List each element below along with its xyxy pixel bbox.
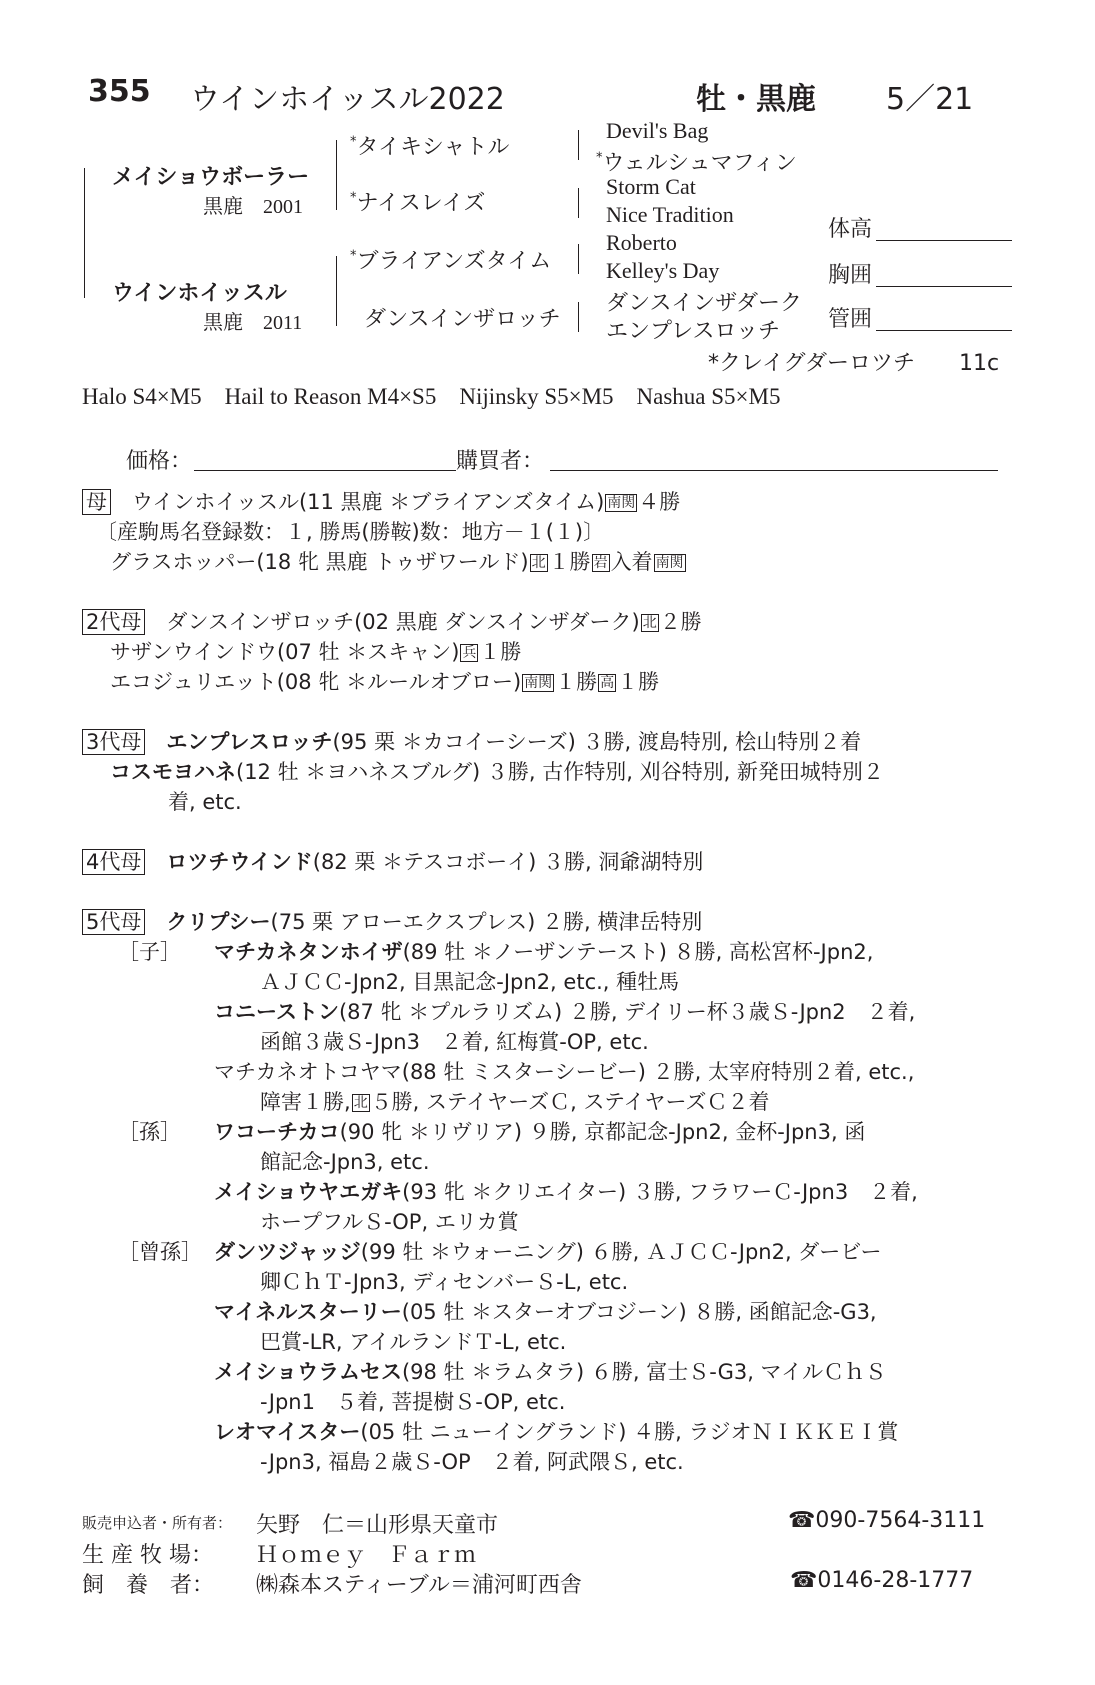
desc-7-b: 巴賞-LR, アイルランドＴ-L, etc. (260, 1330, 567, 1354)
desc-6-b: 卿ＣｈＴ-Jpn3, ディセンバーＳ-L, etc. (260, 1270, 629, 1294)
desc-5-b: ホープフルＳ-OP, エリカ賞 (260, 1210, 519, 1234)
seller-tel: ☎090-7564-3111 (788, 1508, 986, 1533)
ko-label: ［子］ (118, 940, 181, 964)
desc-2-b: 函館３歳Ｓ-Jpn3 ２着, 紅梅賞-OP, etc. (260, 1030, 649, 1054)
height-label: 体高 (828, 217, 873, 242)
price-label: 価格： (126, 449, 193, 474)
seller-label: 販売申込者・所有者： (82, 1514, 233, 1532)
desc-7-a: マイネルスターリー(05 牡 ＊スターオブコジーン) ８勝, 函館記念-G3, (214, 1300, 877, 1324)
desc-3-a: マチカネオトコヤマ(88 牡 ミスターシービー) ２勝, 太宰府特別２着, etc., (214, 1060, 915, 1084)
desc-4-a: ワコーチカコ(90 牝 ＊リヴリア) ９勝, 京都記念-Jpn2, 金杯-Jpn3, 函 (214, 1120, 866, 1144)
pedigree-brace-sire (336, 140, 337, 210)
g4-label: 4代母 (82, 849, 145, 875)
sire-color: 黒鹿 (203, 196, 243, 218)
pedigree-brace-main (84, 168, 85, 298)
pedigree-brace-g2-2 (578, 188, 579, 218)
dam-line-2: 〔産駒馬名登録数：１, 勝馬(勝鞍)数：地方－１(１)〕 (96, 520, 605, 544)
desc-4-b: 館記念-Jpn3, etc. (260, 1150, 430, 1174)
gen3-1: Devil's Bag (606, 118, 709, 143)
g2-label: 2代母 (82, 609, 145, 635)
seller: 矢野 仁＝山形県天童市 (256, 1513, 499, 1538)
desc-1-b: ＡＪＣＣ-Jpn2, 目黒記念-Jpn2, etc., 種牡馬 (260, 970, 680, 994)
dam-year: 2011 (263, 312, 303, 334)
desc-9-a: レオマイスター(05 牡 ニューイングランド) ４勝, ラジオＮＩＫＫＥＩ賞 (214, 1420, 899, 1444)
gen2-1: *タイキシャトル (350, 134, 510, 160)
dam-color-year (203, 306, 302, 335)
g2-line-1: 2代母 ダンスインザロッチ(02 黒鹿 ダンスインザダーク) 北 ２勝 (82, 606, 702, 636)
desc-8-a: メイショウラムセス(98 牡 ＊ラムタラ) ６勝, 富士Ｓ-G3, マイルＣｈＳ (214, 1360, 887, 1384)
g5-line-1: 5代母 クリプシー(75 栗 アローエクスプレス) ２勝, 横津岳特別 (82, 906, 702, 936)
gen3-2: *ウェルシュマフィン (596, 150, 797, 176)
horse-name: ウインホイッスル2022 (190, 82, 505, 117)
gen3-8: エンプレスロッチ (606, 319, 781, 344)
g3-line-3: 着, etc. (168, 790, 242, 814)
breeder-tel: ☎0146-28-1777 (790, 1568, 974, 1593)
pedigree-brace-dam (336, 256, 337, 326)
height-line (876, 240, 1012, 241)
gen2-3: *ブライアンズタイム (350, 248, 552, 274)
buyer-line (550, 470, 998, 471)
g2-line-2: サザンウインドウ(07 牡 ＊スキャン) 兵 １勝 (110, 640, 522, 664)
desc-5-a: メイショウヤエガキ(93 牝 ＊クリエイター) ３勝, フラワーＣ-Jpn3 ２着, (214, 1180, 918, 1204)
g3-line-1: 3代母 エンプレスロッチ(95 栗 ＊カコイーシーズ) ３勝, 渡島特別, 桧山特別２着 (82, 726, 861, 756)
gen3-6: Kelley's Day (606, 258, 720, 283)
g3-label: 3代母 (82, 729, 145, 755)
dam-name: ウインホイッスル (112, 281, 287, 306)
dam-line-1: 母 ウインホイッスル(11 黒鹿 ＊ブライアンズタイム) 南関 ４勝 (82, 486, 680, 516)
dam-color: 黒鹿 (203, 312, 243, 334)
g2-line-3: エコジュリエット(08 牝 ＊ルールオブロー) 南関 １勝 高 １勝 (110, 670, 660, 694)
gen3-3: Storm Cat (606, 174, 696, 199)
pedigree-brace-g2-4 (578, 302, 579, 332)
desc-3-b: 障害１勝, 北 ５勝, ステイヤーズＣ, ステイヤーズＣ２着 (260, 1090, 770, 1114)
cannon-line (876, 330, 1012, 331)
desc-2-a: コニーストン(87 牝 ＊プルラリズム) ２勝, デイリー杯３歳Ｓ-Jpn2 ２着, (214, 1000, 916, 1024)
gen2-4: ダンスインザロッチ (364, 307, 561, 332)
breeder: ㈱森本スティーブル＝浦河町西舎 (256, 1573, 582, 1598)
desc-1-a: マチカネタンホイザ(89 牡 ＊ノーザンテースト) ８勝, 高松宮杯-Jpn2, (214, 940, 874, 964)
sire-year: 2001 (263, 196, 303, 218)
sou-label: ［曾孫］ (118, 1240, 202, 1264)
pedigree-brace-g2-3 (578, 244, 579, 274)
cannon-label: 管囲 (828, 307, 873, 332)
breeder-label: 飼 養 者： (82, 1573, 215, 1598)
desc-9-b: -Jpn3, 福島２歳Ｓ-OP ２着, 阿武隈Ｓ, etc. (260, 1450, 684, 1474)
desc-6-a: ダンツジャッジ(99 牡 ＊ウォーニング) ６勝, ＡＪＣＣ-Jpn2, ダービー (214, 1240, 882, 1264)
g4-line-1: 4代母 ロツチウインド(82 栗 ＊テスコボーイ) ３勝, 洞爺湖特別 (82, 846, 703, 876)
price-line (194, 470, 456, 471)
sire-color-year (203, 190, 303, 219)
buyer-label: 購買者： (456, 449, 545, 474)
gen3-5: Roberto (606, 230, 677, 255)
g3-line-2: コスモヨハネ(12 牡 ＊ヨハネスブルグ) ３勝, 古作特別, 刈谷特別, 新発田城特別２ (110, 760, 884, 784)
gen2-2: *ナイスレイズ (350, 190, 486, 216)
desc-8-b: -Jpn1 ５着, 菩提樹Ｓ-OP, etc. (260, 1390, 566, 1414)
g5-label: 5代母 (82, 909, 145, 935)
chest-line (876, 286, 1012, 287)
lot-number: 355 (88, 74, 151, 109)
family-number: *クレイグダーロツチ 11c (708, 351, 1000, 376)
pedigree-brace-g2-1 (578, 130, 579, 160)
farm-label: 生 産 牧 場： (82, 1543, 213, 1568)
birth-date: 5／21 (886, 82, 974, 117)
gen3-4: Nice Tradition (606, 202, 734, 227)
inbreeding: Halo S4×M5 Hail to Reason M4×S5 Nijinsky S5×M5 Nashua S5×M5 (82, 384, 781, 409)
chest-label: 胸囲 (828, 263, 873, 288)
sex-color: 牡・黒鹿 (696, 82, 816, 117)
dam-label: 母 (82, 489, 111, 515)
gen3-7: ダンスインザダーク (606, 291, 803, 316)
mago-label: ［孫］ (118, 1120, 181, 1144)
sire-name: メイショウボーラー (112, 165, 310, 190)
farm: Ｈｏｍｅｙ Ｆａｒｍ (256, 1543, 477, 1568)
dam-line-3: グラスホッパー(18 牝 黒鹿 トゥザワールド) 北 １勝 岩 入着 南関 (110, 550, 684, 574)
